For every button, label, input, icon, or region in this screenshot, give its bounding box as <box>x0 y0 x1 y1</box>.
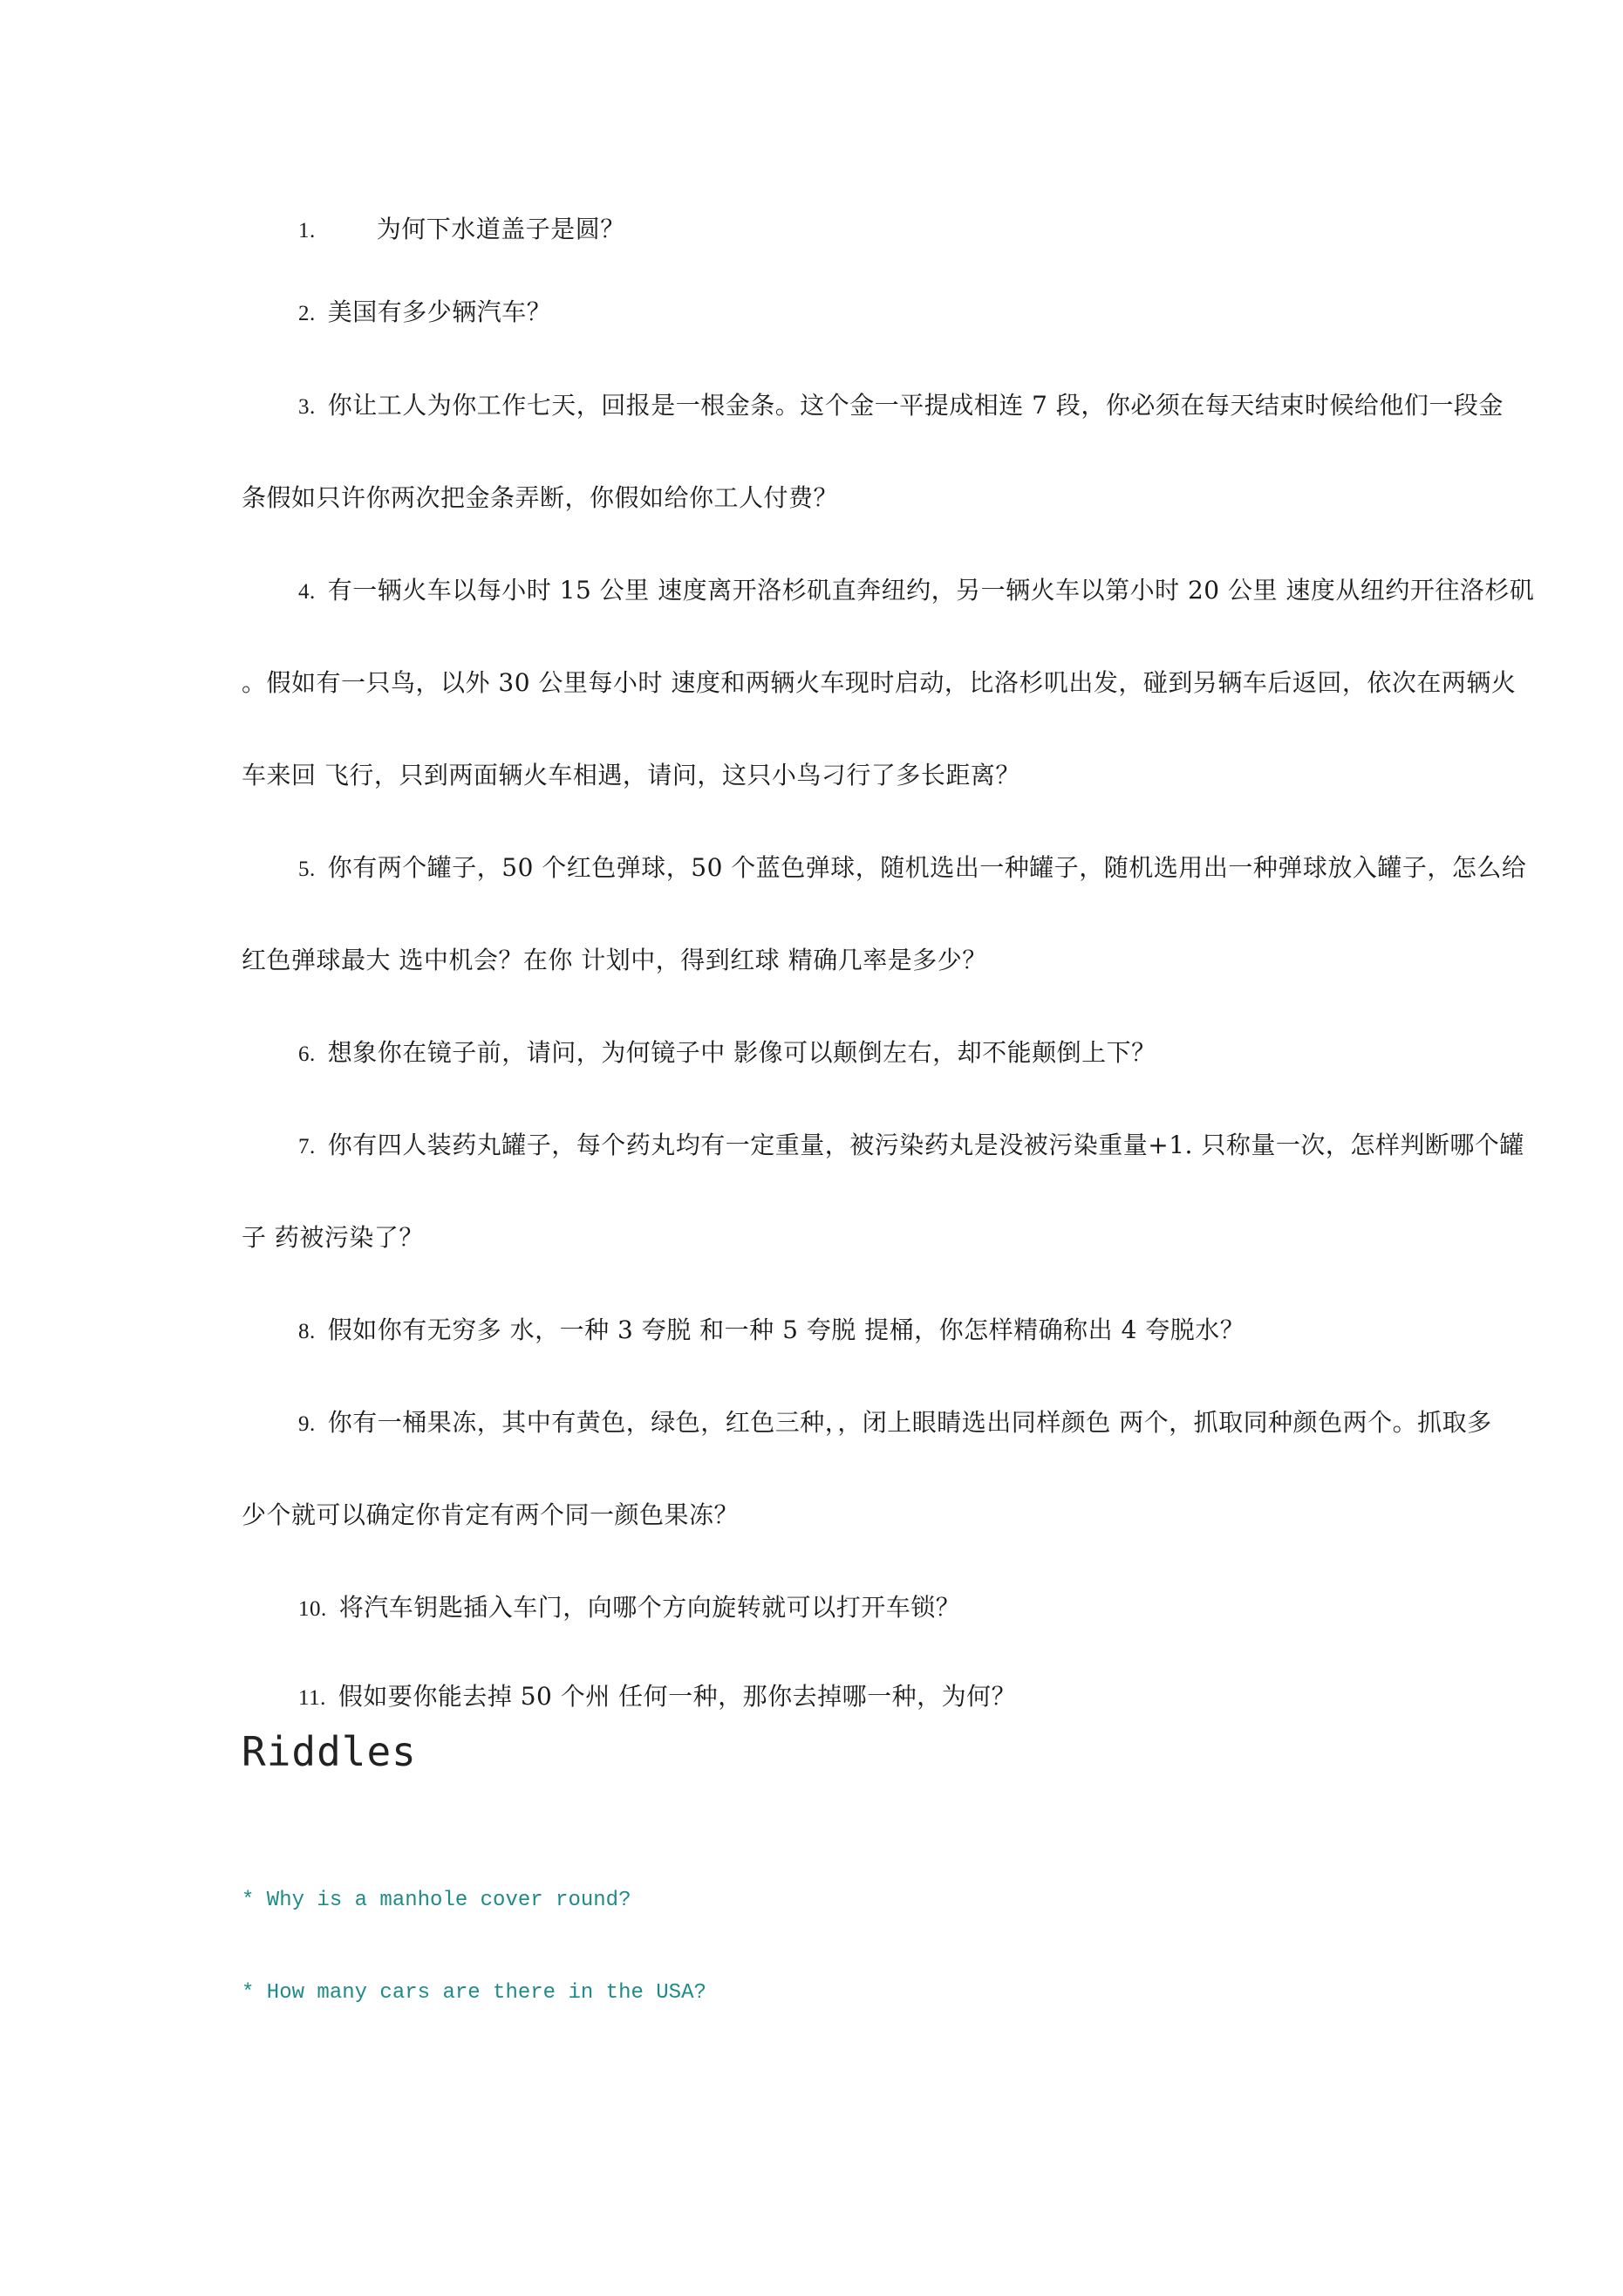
question-4-continuation <box>242 668 1611 698</box>
question-number: 1. <box>298 219 316 243</box>
question-number: 11. <box>298 1686 326 1710</box>
question-7 <box>242 1131 1611 1162</box>
question-text: 有一辆火车以每小时 15 公里 速度离开洛杉矶直奔纽约，另一辆火车以第小时 20 公里 速度从纽约开往洛杉矶 <box>327 576 1535 605</box>
question-number: 5. <box>298 858 316 881</box>
question-number: 3. <box>298 395 316 419</box>
question-9-continuation <box>242 1500 1611 1530</box>
question-8 <box>242 1315 1611 1347</box>
question-5-continuation <box>242 946 1611 975</box>
riddle-item: * How many cars are there in the USA? <box>242 1981 706 2005</box>
question-text: 。假如有一只鸟，以外 30 公里每小时 速度和两辆火车现时启动，比洛杉叽出发，碰到另辆车后返回，依次在两辆火 <box>242 668 1517 697</box>
question-3 <box>242 391 1611 422</box>
question-3-continuation <box>242 483 1611 513</box>
question-2 <box>242 297 1611 329</box>
question-text: 你有一桶果冻，其中有黄色，绿色，红色三种，，闭上眼睛选出同样颜色 两个，抓取同种颜色两个。抓取多 <box>327 1408 1492 1437</box>
question-text: 你有四人装药丸罐子，每个药丸均有一定重量，被污染药丸是没被污染重量+1. 只称量一次，怎样判断哪个罐 <box>327 1131 1524 1159</box>
question-1 <box>242 215 1611 246</box>
question-9 <box>242 1408 1611 1439</box>
question-number: 4. <box>298 580 316 604</box>
question-text: 车来回 飞行，只到两面辆火车相遇，请问，这只小鸟刁行了多长距离？ <box>242 761 1020 789</box>
question-number: 9. <box>298 1412 316 1436</box>
question-text: 你有两个罐子，50 个红色弹球，50 个蓝色弹球，随机选出一种罐子，随机选用出一种弹球放入罐子，怎么给 <box>327 853 1527 882</box>
question-10 <box>242 1593 1611 1624</box>
riddle-item: * Why is a manhole cover round? <box>242 1889 631 1912</box>
question-4-continuation <box>242 761 1611 790</box>
question-text: 假如你有无穷多 水，一种 3 夸脱 和一种 5 夸脱 提桶，你怎样精确称出 4 夸脱水？ <box>327 1315 1245 1344</box>
question-number: 6. <box>298 1042 316 1066</box>
question-number: 10. <box>298 1597 327 1621</box>
question-6 <box>242 1038 1611 1069</box>
question-number: 7. <box>298 1135 316 1158</box>
question-text: 你让工人为你工作七天，回报是一根金条。这个金一平提成相连 7 段，你必须在每天结束时候给他们一段金 <box>327 391 1504 420</box>
question-text: 条假如只许你两次把金条弄断，你假如给你工人付费？ <box>242 483 839 512</box>
question-number: 2. <box>298 302 316 325</box>
question-text: 美国有多少辆汽车？ <box>327 297 552 326</box>
question-text: 将汽车钥匙插入车门，向哪个方向旋转就可以打开车锁？ <box>338 1593 961 1622</box>
question-text: 假如要你能去掉 50 个州 任何一种，那你去掉哪一种，为何？ <box>338 1682 1017 1711</box>
question-text: 为何下水道盖子是圆？ <box>376 215 625 243</box>
question-text: 想象你在镜子前，请问，为何镜子中 影像可以颠倒左右，却不能颠倒上下？ <box>327 1038 1156 1067</box>
question-text: 子 药被污染了？ <box>242 1223 424 1252</box>
riddles-heading: Riddles <box>242 1728 417 1775</box>
question-5 <box>242 853 1611 885</box>
question-text: 少个就可以确定你肯定有两个同一颜色果冻？ <box>242 1500 740 1529</box>
question-text: 红色弹球最大 选中机会？在你 计划中，得到红球 精确几率是多少？ <box>242 946 987 974</box>
question-number: 8. <box>298 1320 316 1343</box>
question-11 <box>242 1682 1611 1713</box>
question-4 <box>242 576 1611 607</box>
question-7-continuation <box>242 1223 1611 1253</box>
